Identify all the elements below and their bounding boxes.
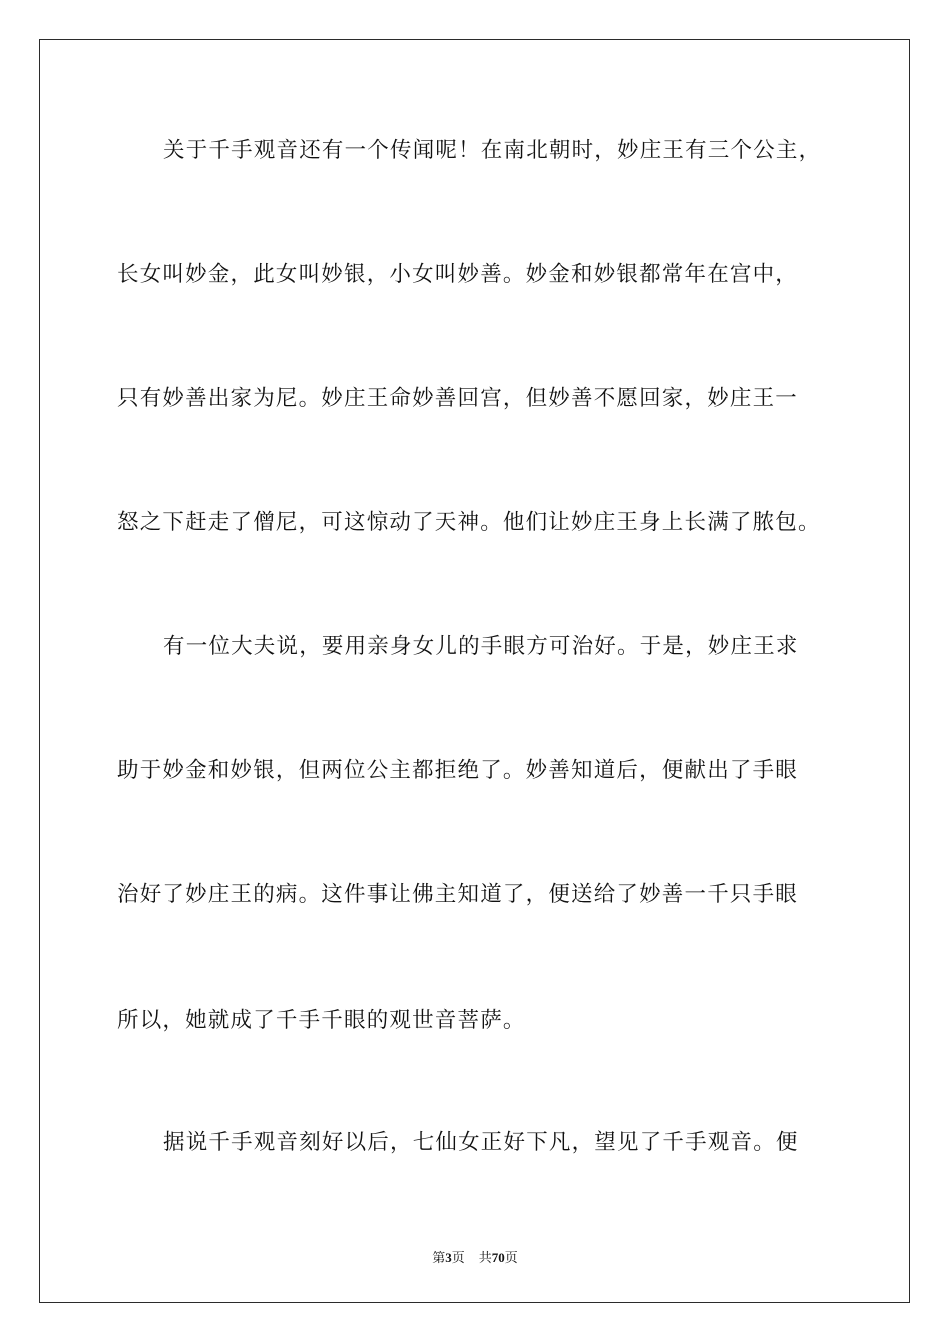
paragraph-2-line-3: 治好了妙庄王的病。这件事让佛主知道了，便送给了妙善一千只手眼 xyxy=(117,882,799,907)
paragraph-2-line-2: 助于妙金和妙银，但两位公主都拒绝了。妙善知道后，便献出了手眼 xyxy=(117,758,799,783)
paragraph-1-line-1: 关于千手观音还有一个传闻呢！在南北朝时，妙庄王有三个公主， xyxy=(163,138,822,163)
paragraph-3-line-1: 据说千手观音刻好以后，七仙女正好下凡，望见了千手观音。便 xyxy=(163,1130,799,1155)
paragraph-1-line-3: 只有妙善出家为尼。妙庄王命妙善回宫，但妙善不愿回家，妙庄王一 xyxy=(117,386,799,411)
paragraph-1-line-4: 怒之下赶走了僧尼，可这惊动了天神。他们让妙庄王身上长满了脓包。 xyxy=(117,510,821,535)
page-suffix: 页 xyxy=(451,1251,465,1266)
page-current: 3 xyxy=(445,1250,452,1265)
paragraph-2-line-1: 有一位大夫说，要用亲身女儿的手眼方可治好。于是，妙庄王求 xyxy=(163,634,799,659)
page-border xyxy=(39,39,910,1303)
total-suffix: 页 xyxy=(504,1251,518,1266)
paragraph-1-line-2: 长女叫妙金，此女叫妙银，小女叫妙善。妙金和妙银都常年在宫中， xyxy=(117,262,799,287)
page-prefix: 第 xyxy=(432,1251,446,1266)
paragraph-2-line-4: 所以，她就成了千手千眼的观世音菩萨。 xyxy=(117,1008,526,1033)
page-total: 70 xyxy=(491,1250,505,1265)
page-footer xyxy=(0,1247,950,1266)
total-prefix: 共 xyxy=(478,1251,492,1266)
